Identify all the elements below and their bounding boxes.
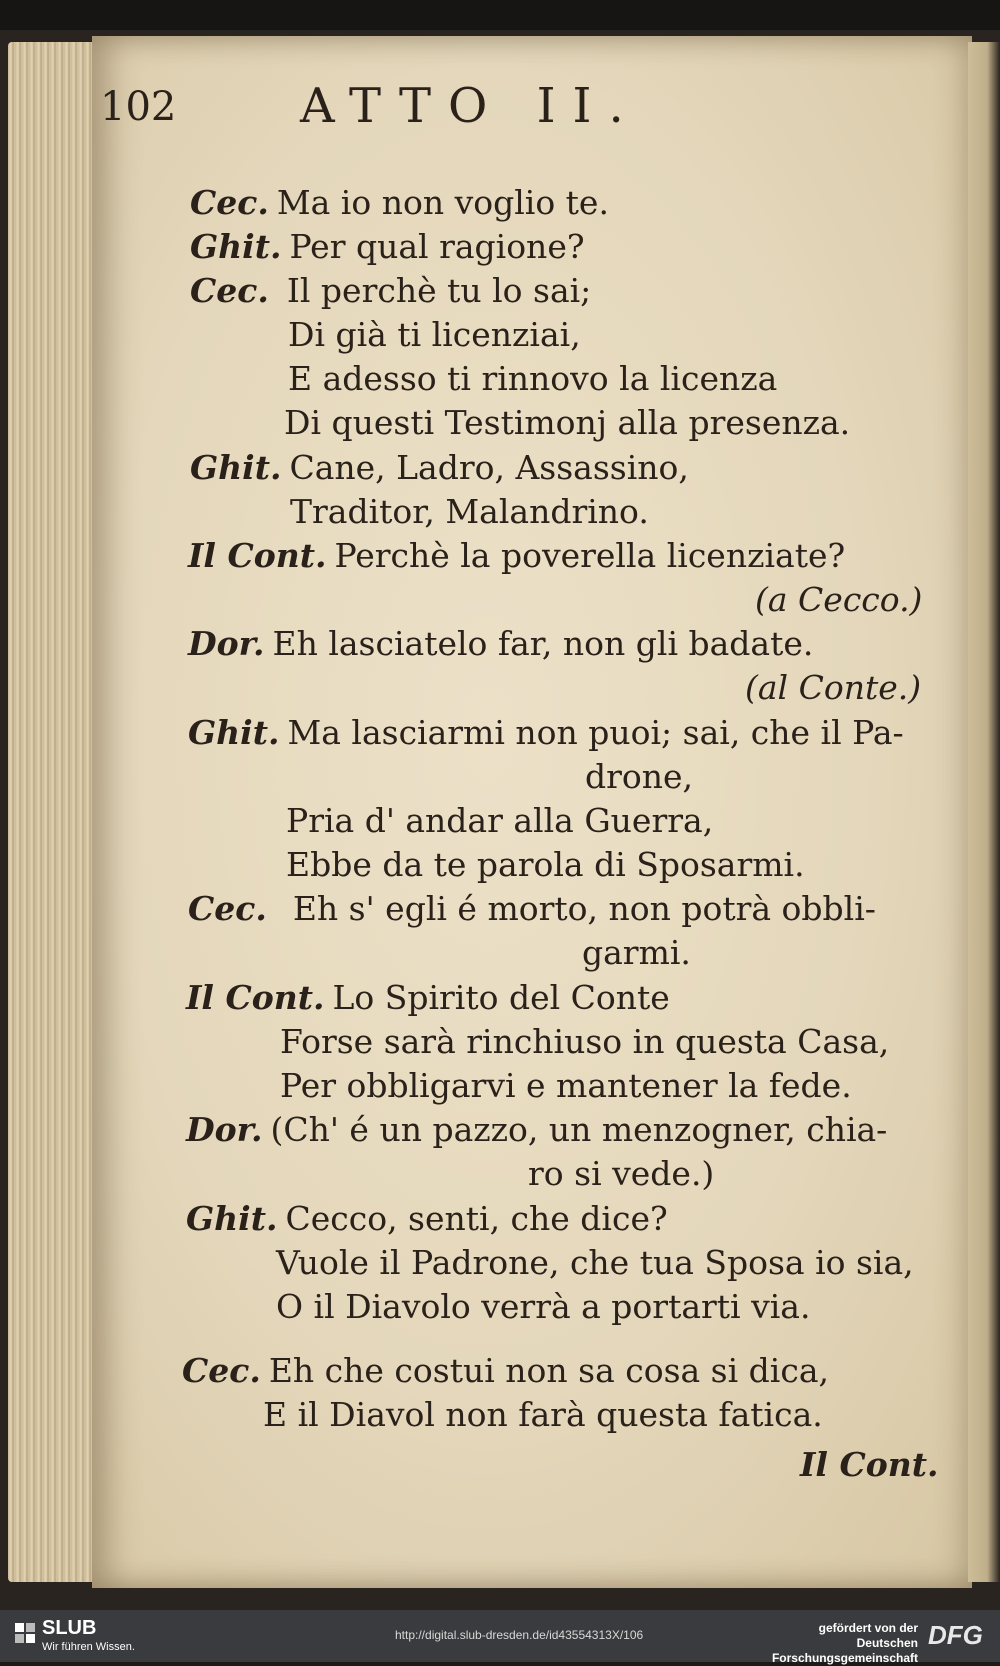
line-text: (a Cecco.) (755, 580, 923, 619)
line-text: Ebbe da te parola di Sposarmi. (286, 845, 805, 884)
line-text: E adesso ti rinnovo la licenza (288, 359, 778, 398)
text-line (272, 1066, 852, 1106)
text-line (278, 845, 805, 885)
text-line (268, 1243, 914, 1283)
line-text: ro si vede.) (528, 1154, 715, 1193)
line-text: Di già ti licenziai, (288, 315, 581, 354)
line-text: Cecco, senti, che dice? (285, 1199, 668, 1238)
slub-logo-icon (14, 1622, 36, 1644)
text-line (528, 1154, 714, 1194)
speaker-label: Ghit. (190, 227, 282, 266)
funder-line: Deutschen Forschungsgemeinschaft (771, 1636, 918, 1665)
speaker-label: Cec. (190, 271, 269, 310)
line-text: Vuole il Padrone, che tua Sposa io sia, (276, 1243, 914, 1282)
funder-line: gefördert von der (818, 1621, 918, 1635)
text-line (182, 1351, 829, 1391)
text-line (278, 801, 713, 841)
text-line (188, 889, 876, 929)
funder-text (708, 1621, 918, 1666)
line-text: Pria d' andar alla Guerra, (286, 801, 714, 840)
line-text: Per qual ragione? (289, 227, 585, 266)
speaker-label: Cec. (182, 1351, 261, 1390)
text-line (280, 315, 581, 355)
text-line (188, 624, 813, 664)
line-text: Perchè la poverella licenziate? (334, 536, 846, 575)
text-line (188, 713, 904, 753)
text-line (582, 933, 691, 973)
text-line (186, 1110, 887, 1150)
speaker-label: Ghit. (188, 713, 280, 752)
line-text: Ma io non voglio te. (276, 183, 609, 222)
line-text: Cane, Ladro, Assassino, (289, 448, 689, 487)
line-text: Eh s' egli é morto, non potrà obbli- (292, 889, 876, 928)
text-line (186, 978, 670, 1018)
text-line (585, 757, 693, 797)
page-number: 102 (100, 84, 177, 130)
text-line (190, 183, 609, 223)
text-line (190, 227, 585, 267)
text-line (190, 448, 689, 488)
line-text: E il Diavol non farà questa fatica. (263, 1395, 823, 1434)
catchword (800, 1445, 938, 1485)
text-line (186, 1199, 668, 1239)
speaker-label: Ghit. (190, 448, 282, 487)
speaker-label: Il Cont. (188, 536, 327, 575)
line-text: Lo Spirito del Conte (332, 978, 670, 1017)
text-line (268, 1287, 810, 1327)
text-line (255, 1395, 823, 1435)
speaker-label: Cec. (190, 183, 269, 222)
speaker-label: Dor. (186, 1110, 263, 1149)
speaker-label: Ghit. (186, 1199, 278, 1238)
line-text: (al Conte.) (745, 668, 922, 707)
line-text: Per obbligarvi e mantener la fede. (280, 1066, 852, 1105)
line-text: garmi. (582, 933, 691, 972)
speaker-label: Il Cont. (800, 1445, 939, 1484)
speaker-label: Cec. (188, 889, 267, 928)
stage-direction (755, 580, 922, 620)
text-line (282, 492, 649, 532)
library-name[interactable]: SLUB (42, 1617, 97, 1639)
viewer-footer (0, 1610, 1000, 1665)
text-line (190, 271, 591, 311)
line-text: O il Diavolo verrà a portarti via. (276, 1287, 811, 1326)
speaker-label: Il Cont. (186, 978, 325, 1017)
line-text: Traditor, Malandrino. (290, 492, 649, 531)
line-text: Ma lasciarmi non puoi; sai, che il Pa- (287, 713, 904, 752)
dfg-logo[interactable]: DFG (928, 1620, 983, 1650)
line-text: drone, (585, 757, 694, 796)
text-line (188, 536, 845, 576)
page-stack-edge (8, 42, 103, 1582)
text-line (276, 403, 850, 443)
speaker-label: Dor. (188, 624, 265, 663)
line-text: Forse sarà rinchiuso in questa Casa, (280, 1022, 890, 1061)
line-text: (Ch' é un pazzo, un menzogner, chia- (270, 1110, 888, 1149)
line-text: Il perchè tu lo sai; (286, 271, 592, 310)
line-text: Eh lasciatelo far, non gli badate. (272, 624, 814, 663)
act-header: ATTO II. (300, 78, 641, 134)
page-right-edge (968, 42, 1000, 1582)
text-line (272, 1022, 889, 1062)
permalink-url[interactable]: http://digital.slub-dresden.de/id43554313X/106 (395, 1628, 644, 1642)
line-text: Di questi Testimonj alla presenza. (284, 403, 851, 442)
line-text: Eh che costui non sa cosa si dica, (268, 1351, 829, 1390)
stage-direction (745, 668, 921, 708)
library-tagline: Wir führen Wissen. (42, 1641, 135, 1653)
text-line (280, 359, 777, 399)
